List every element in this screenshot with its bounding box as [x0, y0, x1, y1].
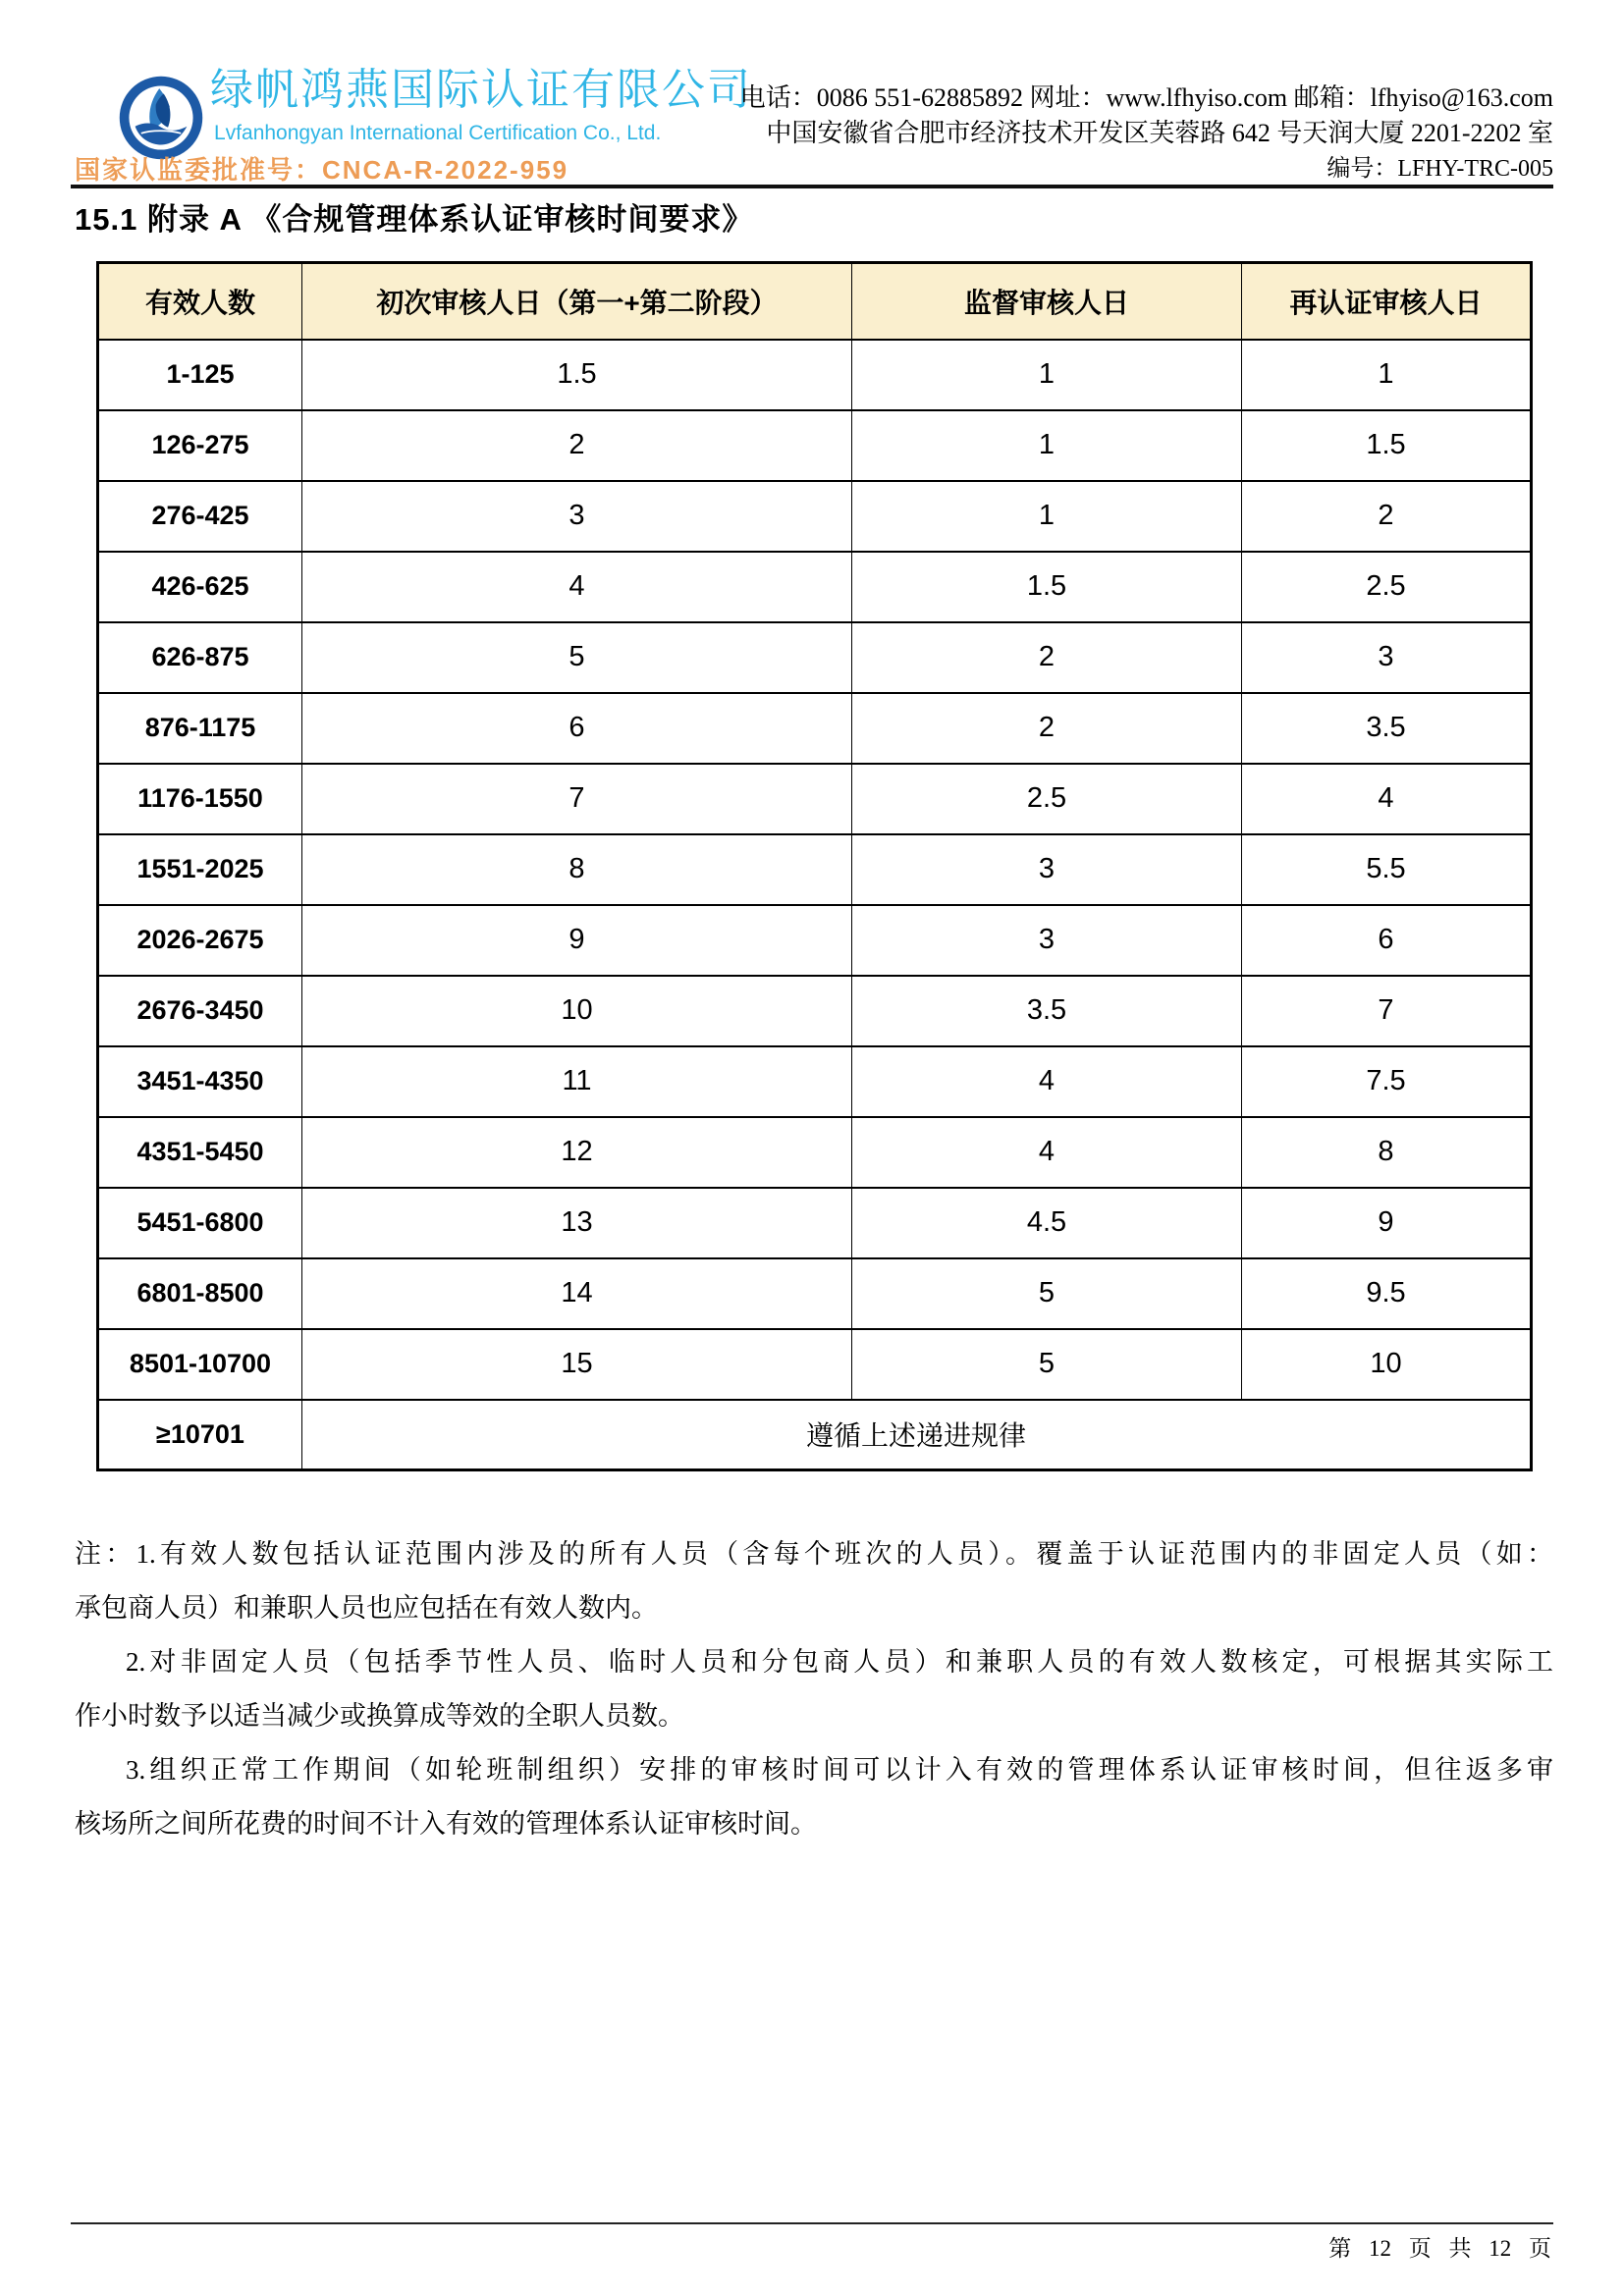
column-header-initial-audit: 初次审核人日（第一+第二阶段） — [302, 263, 852, 340]
row-label: 2676-3450 — [98, 976, 302, 1046]
cell-recert: 7.5 — [1242, 1046, 1532, 1117]
approval-number: 国家认监委批准号：CNCA-R-2022-959 — [75, 155, 569, 185]
table-row — [98, 834, 1532, 905]
cell-initial: 1.5 — [302, 340, 852, 410]
cell-recert: 10 — [1242, 1329, 1532, 1400]
doc-number: 编号：LFHY-TRC-005 — [1326, 156, 1553, 182]
row-label: 426-625 — [98, 552, 302, 622]
row-label: 3451-4350 — [98, 1046, 302, 1117]
row-label: 6801-8500 — [98, 1258, 302, 1329]
cell-recert: 6 — [1242, 905, 1532, 976]
contact-block — [740, 80, 1553, 187]
cell-surveillance: 5 — [852, 1329, 1242, 1400]
table-row — [98, 340, 1532, 410]
table-row — [98, 693, 1532, 764]
cell-surveillance: 1 — [852, 410, 1242, 481]
column-header-recert-audit: 再认证审核人日 — [1242, 263, 1532, 340]
row-label: 1176-1550 — [98, 764, 302, 834]
company-name-en: Lvfanhongyan International Certification Co., Ltd. — [214, 122, 662, 144]
cell-recert: 2 — [1242, 481, 1532, 552]
table-row — [98, 481, 1532, 552]
table-row — [98, 1188, 1532, 1258]
cell-initial: 11 — [302, 1046, 852, 1117]
cell-surveillance: 5 — [852, 1258, 1242, 1329]
cell-initial: 9 — [302, 905, 852, 976]
cell-initial: 2 — [302, 410, 852, 481]
row-label: 4351-5450 — [98, 1117, 302, 1188]
note-line: 2.对非固定人员（包括季节性人员、临时人员和分包商人员）和兼职人员的有效人数核定，可根据其实际工 — [126, 1647, 1553, 1677]
cell-recert: 5.5 — [1242, 834, 1532, 905]
cell-recert: 4 — [1242, 764, 1532, 834]
contact-line-phone: 电话：0086 551-62885892 网址：www.lfhyiso.com 邮箱：lfhyiso@163.com — [739, 83, 1553, 112]
table-row — [98, 552, 1532, 622]
cell-initial: 10 — [302, 976, 852, 1046]
cell-recert: 9 — [1242, 1188, 1532, 1258]
footer-divider — [71, 2222, 1553, 2224]
cell-recert: 7 — [1242, 976, 1532, 1046]
note-line: 3.组织正常工作期间（如轮班制组织）安排的审核时间可以计入有效的管理体系认证审核时间，但往返多审 — [126, 1755, 1553, 1785]
cell-initial: 12 — [302, 1117, 852, 1188]
cell-initial: 14 — [302, 1258, 852, 1329]
row-label: 1551-2025 — [98, 834, 302, 905]
cell-surveillance: 4.5 — [852, 1188, 1242, 1258]
cell-recert: 1.5 — [1242, 410, 1532, 481]
row-label: 5451-6800 — [98, 1188, 302, 1258]
row-label: 626-875 — [98, 622, 302, 693]
cell-initial: 8 — [302, 834, 852, 905]
note-line: 核场所之间所花费的时间不计入有效的管理体系认证审核时间。 — [75, 1809, 817, 1839]
page-title: 15.1 附录 A 《合规管理体系认证审核时间要求》 — [75, 202, 754, 237]
cell-initial: 15 — [302, 1329, 852, 1400]
cell-surveillance: 1 — [852, 340, 1242, 410]
cell-initial: 5 — [302, 622, 852, 693]
table-row — [98, 1117, 1532, 1188]
cell-recert: 2.5 — [1242, 552, 1532, 622]
row-label: 876-1175 — [98, 693, 302, 764]
cell-surveillance: 4 — [852, 1117, 1242, 1188]
table-row — [98, 622, 1532, 693]
cell-recert: 9.5 — [1242, 1258, 1532, 1329]
company-name-cn: 绿帆鸿燕国际认证有限公司 — [210, 66, 752, 114]
audit-time-table — [96, 261, 1533, 1471]
note-line: 承包商人员）和兼职人员也应包括在有效人数内。 — [75, 1593, 658, 1623]
table-row — [98, 1329, 1532, 1400]
table-footer-row — [98, 1400, 1532, 1470]
cell-surveillance: 2.5 — [852, 764, 1242, 834]
cell-surveillance: 2 — [852, 693, 1242, 764]
cell-surveillance: 1 — [852, 481, 1242, 552]
company-logo — [118, 75, 204, 161]
notes-block — [75, 1527, 1553, 1851]
cell-recert: 3.5 — [1242, 693, 1532, 764]
cell-recert: 3 — [1242, 622, 1532, 693]
table-row — [98, 976, 1532, 1046]
column-header-surveillance-audit: 监督审核人日 — [852, 263, 1242, 340]
row-label: 8501-10700 — [98, 1329, 302, 1400]
header-divider — [71, 185, 1553, 188]
progression-rule-cell: 遵循上述递进规律 — [302, 1400, 1532, 1470]
page-number: 第 12 页 共 12 页 — [1328, 2236, 1551, 2261]
table-row — [98, 905, 1532, 976]
cell-surveillance: 4 — [852, 1046, 1242, 1117]
cell-surveillance: 1.5 — [852, 552, 1242, 622]
cell-recert: 8 — [1242, 1117, 1532, 1188]
table-row — [98, 410, 1532, 481]
note-line: 作小时数予以适当减少或换算成等效的全职人员数。 — [75, 1701, 684, 1731]
contact-line-address: 中国安徽省合肥市经济技术开发区芙蓉路 642 号天润大厦 2201-2202 室 — [766, 119, 1553, 147]
cell-initial: 3 — [302, 481, 852, 552]
table-row — [98, 1046, 1532, 1117]
cell-surveillance: 3 — [852, 834, 1242, 905]
row-label: 276-425 — [98, 481, 302, 552]
sail-emblem-icon — [118, 75, 204, 161]
row-label: 126-275 — [98, 410, 302, 481]
cell-initial: 13 — [302, 1188, 852, 1258]
cell-initial: 4 — [302, 552, 852, 622]
cell-initial: 6 — [302, 693, 852, 764]
cell-surveillance: 3.5 — [852, 976, 1242, 1046]
table-header-row — [98, 263, 1532, 340]
note-line: 注：1.有效人数包括认证范围内涉及的所有人员（含每个班次的人员）。覆盖于认证范围内的非固定人员（如： — [75, 1539, 1553, 1569]
table-row — [98, 764, 1532, 834]
row-label: 2026-2675 — [98, 905, 302, 976]
cell-surveillance: 2 — [852, 622, 1242, 693]
row-label: 1-125 — [98, 340, 302, 410]
row-label: ≥10701 — [98, 1400, 302, 1470]
cell-initial: 7 — [302, 764, 852, 834]
cell-recert: 1 — [1242, 340, 1532, 410]
cell-surveillance: 3 — [852, 905, 1242, 976]
table-row — [98, 1258, 1532, 1329]
column-header-effective-staff: 有效人数 — [98, 263, 302, 340]
